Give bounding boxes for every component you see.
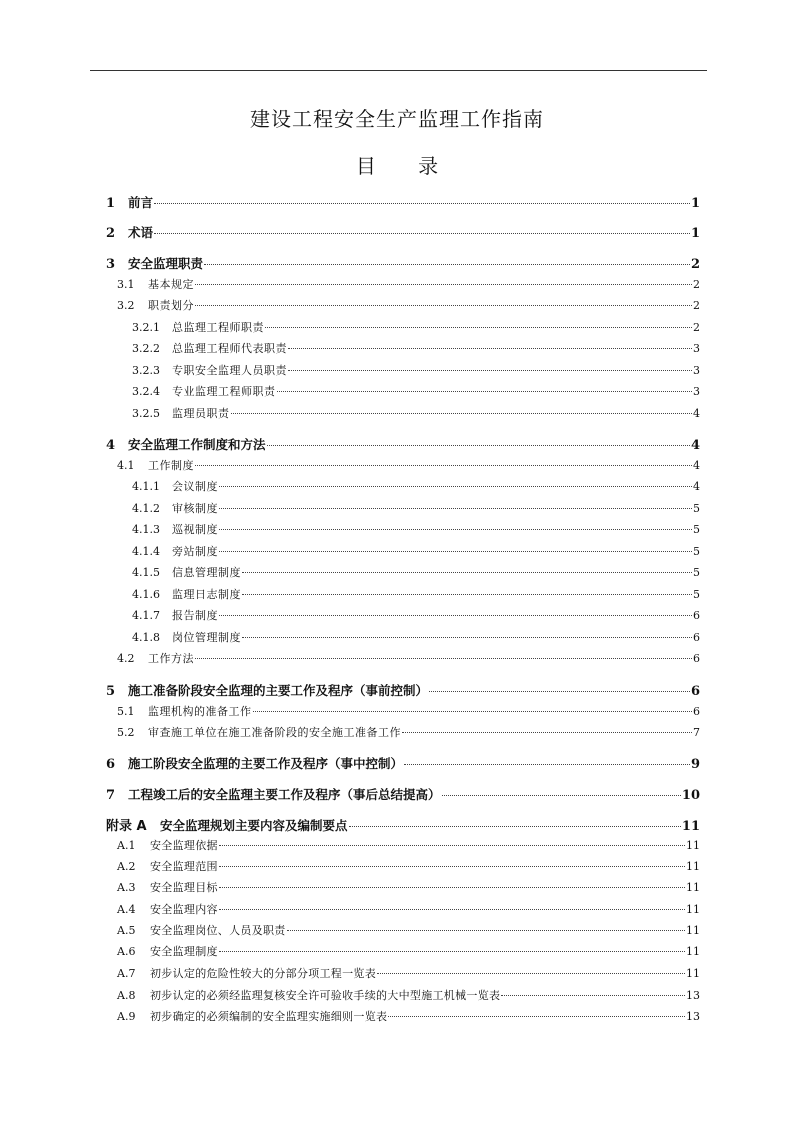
toc-entry-number: A.8	[117, 989, 136, 1002]
toc-entry[interactable]	[106, 681, 700, 699]
toc-entry-title: 监理机构的准备工作	[148, 705, 252, 718]
toc-entry-number: 3.2.3	[132, 364, 160, 377]
toc-entry[interactable]	[106, 193, 700, 211]
toc-entry-page: 2	[693, 299, 700, 312]
toc-leader-dots	[219, 508, 692, 509]
toc-entry-page: 11	[686, 839, 700, 852]
toc-entry-number: 3.2.4	[132, 385, 160, 398]
toc-entry-page: 4	[693, 407, 700, 420]
toc-entry-title: 安全监理岗位、人员及职责	[150, 924, 286, 937]
toc-entry-number: 7	[106, 788, 116, 803]
toc-leader-dots	[219, 615, 692, 616]
toc-entry-page: 4	[693, 459, 700, 472]
toc-entry-number: 3	[106, 257, 116, 272]
toc-entry-page: 11	[686, 924, 700, 937]
toc-entry-page: 5	[693, 502, 700, 515]
toc-entry-number: 4.1.7	[132, 609, 160, 622]
toc-entry-page: 2	[690, 257, 700, 272]
toc-entry-page: 6	[693, 631, 700, 644]
toc-entry-number: 4.1.1	[132, 480, 160, 493]
toc-entry-title: 初步认定的危险性较大的分部分项工程一览表	[150, 967, 376, 980]
toc-leader-dots	[242, 637, 692, 638]
toc-entry-number: A.7	[117, 967, 136, 980]
toc-entry-number: A.5	[117, 924, 136, 937]
toc-entry-title: 安全监理制度	[150, 945, 218, 958]
toc-entry-page: 3	[693, 385, 700, 398]
toc-entry[interactable]	[117, 858, 700, 874]
toc-entry-number: A.4	[117, 903, 136, 916]
toc-entry[interactable]	[106, 754, 700, 772]
toc-entry-page: 7	[693, 726, 700, 739]
toc-entry-page: 5	[693, 566, 700, 579]
toc-entry[interactable]	[132, 521, 700, 537]
toc-entry-title: 专业监理工程师职责	[172, 385, 276, 398]
toc-entry-number: 2	[106, 226, 116, 241]
toc-entry-number: 4.1.4	[132, 545, 160, 558]
toc-entry-number: A.6	[117, 945, 136, 958]
toc-entry[interactable]	[117, 1008, 700, 1024]
toc-entry[interactable]	[132, 478, 700, 494]
toc-entry-page: 1	[690, 196, 700, 211]
toc-entry[interactable]	[106, 785, 700, 803]
toc-entry[interactable]	[117, 724, 700, 740]
toc-entry-page: 13	[686, 989, 700, 1002]
toc-entry-page: 13	[686, 1010, 700, 1023]
toc-entry[interactable]	[132, 586, 700, 602]
toc-entry-page: 6	[693, 705, 700, 718]
toc-entry[interactable]	[117, 457, 700, 473]
toc-leader-dots	[242, 594, 692, 595]
toc-entry-title: 术语	[128, 225, 154, 240]
toc-leader-dots	[219, 551, 692, 552]
toc-leader-dots	[288, 370, 692, 371]
toc-leader-dots	[219, 529, 692, 530]
toc-leader-dots	[219, 486, 692, 487]
toc-entry-page: 6	[693, 609, 700, 622]
toc-entry-title: 安全监理内容	[150, 903, 218, 916]
toc-entry-page: 6	[693, 652, 700, 665]
toc-entry[interactable]	[132, 564, 700, 580]
toc-entry[interactable]	[117, 943, 700, 959]
toc-entry-page: 11	[686, 860, 700, 873]
toc-entry-number: 附录 A	[106, 819, 147, 834]
toc-entry-page: 1	[690, 226, 700, 241]
toc-entry[interactable]	[117, 837, 700, 853]
toc-entry-page: 2	[693, 321, 700, 334]
toc-leader-dots	[195, 465, 692, 466]
toc-entry-title: 初步认定的必须经监理复核安全许可验收手续的大中型施工机械一览表	[150, 989, 501, 1002]
toc-entry-title: 工作制度	[148, 459, 194, 472]
toc-entry-title: 专职安全监理人员职责	[172, 364, 287, 377]
toc-entry[interactable]	[132, 383, 700, 399]
toc-entry-title: 审查施工单位在施工准备阶段的安全施工准备工作	[148, 726, 401, 739]
toc-entry-number: 4.1	[117, 459, 135, 472]
toc-leader-dots	[265, 327, 692, 328]
toc-entry[interactable]	[132, 629, 700, 645]
toc-leader-dots	[195, 305, 692, 306]
toc-entry[interactable]	[117, 901, 700, 917]
toc-entry-page: 5	[693, 588, 700, 601]
toc-entry-number: A.3	[117, 881, 136, 894]
toc-entry-number: 6	[106, 757, 116, 772]
toc-entry[interactable]	[132, 543, 700, 559]
toc-entry[interactable]	[106, 254, 700, 272]
toc-entry-number: 4.2	[117, 652, 135, 665]
toc-entry-number: 4.1.6	[132, 588, 160, 601]
toc-leader-dots	[267, 445, 690, 446]
toc-entry-page: 11	[681, 819, 700, 834]
toc-entry-number: 3.1	[117, 278, 135, 291]
toc-entry-number: A.2	[117, 860, 136, 873]
toc-leader-dots	[402, 732, 692, 733]
toc-entry[interactable]	[117, 650, 700, 666]
toc-entry-title: 安全监理工作制度和方法	[128, 437, 266, 452]
toc-entry-number: 5	[106, 684, 116, 699]
toc-entry-title: 旁站制度	[172, 545, 218, 558]
toc-entry[interactable]	[117, 879, 700, 895]
toc-entry-title: 安全监理规划主要内容及编制要点	[160, 818, 348, 833]
toc-entry-title: 施工准备阶段安全监理的主要工作及程序（事前控制）	[128, 683, 429, 698]
toc-entry-number: A.1	[117, 839, 136, 852]
toc-entry-title: 信息管理制度	[172, 566, 241, 579]
toc-entry[interactable]	[117, 987, 700, 1003]
toc-entry[interactable]	[106, 223, 700, 241]
toc-entry-number: A.9	[117, 1010, 136, 1023]
toc-entry-title: 安全监理职责	[128, 256, 204, 271]
toc-entry-title: 会议制度	[172, 480, 218, 493]
toc-leader-dots	[429, 691, 690, 692]
toc-entry-page: 4	[690, 438, 700, 453]
toc-entry[interactable]	[132, 340, 700, 356]
toc-entry-title: 职责划分	[148, 299, 194, 312]
toc-entry-page: 10	[681, 788, 700, 803]
toc-leader-dots	[242, 572, 692, 573]
toc-leader-dots	[377, 973, 685, 974]
toc-entry-number: 3.2.1	[132, 321, 160, 334]
toc-leader-dots	[404, 764, 690, 765]
toc-entry[interactable]	[132, 319, 700, 335]
toc-entry-page: 6	[690, 684, 700, 699]
toc-entry[interactable]	[117, 276, 700, 292]
toc-leader-dots	[219, 866, 685, 867]
toc-leader-dots	[277, 391, 693, 392]
toc-leader-dots	[154, 233, 690, 234]
toc-leader-dots	[231, 413, 693, 414]
toc-entry-title: 基本规定	[148, 278, 194, 291]
toc-entry-number: 4.1.8	[132, 631, 160, 644]
toc-entry-title: 审核制度	[172, 502, 218, 515]
toc-entry[interactable]	[132, 405, 700, 421]
toc-entry-page: 3	[693, 342, 700, 355]
toc-leader-dots	[442, 795, 681, 796]
toc-entry-title: 总监理工程师职责	[172, 321, 264, 334]
toc-entry[interactable]	[117, 965, 700, 981]
toc-heading: 目 录	[355, 154, 457, 178]
toc-leader-dots	[388, 1016, 685, 1017]
toc-entry-number: 3.2.2	[132, 342, 160, 355]
toc-entry-title: 前言	[128, 195, 154, 210]
toc-leader-dots	[204, 264, 690, 265]
toc-entry-title: 安全监理依据	[150, 839, 218, 852]
toc-entry-page: 11	[686, 903, 700, 916]
toc-entry-title: 安全监理范围	[150, 860, 218, 873]
toc-entry[interactable]	[132, 500, 700, 516]
toc-leader-dots	[219, 909, 685, 910]
toc-entry-page: 5	[693, 545, 700, 558]
toc-entry[interactable]	[132, 607, 700, 623]
toc-leader-dots	[195, 658, 692, 659]
toc-leader-dots	[253, 711, 693, 712]
toc-leader-dots	[501, 995, 685, 996]
toc-entry-title: 工作方法	[148, 652, 194, 665]
toc-entry[interactable]	[106, 435, 700, 453]
toc-entry-title: 施工阶段安全监理的主要工作及程序（事中控制）	[128, 756, 404, 771]
toc-leader-dots	[195, 284, 692, 285]
toc-entry[interactable]	[117, 297, 700, 313]
toc-entry-title: 监理员职责	[172, 407, 230, 420]
toc-entry-number: 5.1	[117, 705, 135, 718]
toc-entry-number: 3.2.5	[132, 407, 160, 420]
toc-entry-number: 1	[106, 196, 116, 211]
toc-entry-title: 安全监理目标	[150, 881, 218, 894]
toc-entry-page: 3	[693, 364, 700, 377]
toc-entry-title: 工程竣工后的安全监理主要工作及程序（事后总结提高）	[128, 787, 441, 802]
toc-entry-page: 11	[686, 881, 700, 894]
toc-entry-number: 3.2	[117, 299, 135, 312]
toc-entry[interactable]	[132, 362, 700, 378]
toc-entry-number: 5.2	[117, 726, 135, 739]
toc-leader-dots	[219, 951, 685, 952]
toc-entry-title: 初步确定的必须编制的安全监理实施细则一览表	[150, 1010, 388, 1023]
toc-entry-title: 巡视制度	[172, 523, 218, 536]
toc-leader-dots	[287, 930, 685, 931]
toc-entry-page: 2	[693, 278, 700, 291]
toc-entry[interactable]	[117, 703, 700, 719]
toc-entry[interactable]	[106, 815, 700, 834]
toc-entry-page: 4	[693, 480, 700, 493]
toc-leader-dots	[349, 826, 681, 827]
toc-leader-dots	[219, 845, 685, 846]
toc-leader-dots	[154, 203, 690, 204]
toc-leader-dots	[219, 887, 685, 888]
toc-entry-page: 5	[693, 523, 700, 536]
toc-entry-page: 11	[686, 967, 700, 980]
toc-entry-page: 11	[686, 945, 700, 958]
toc-entry-number: 4	[106, 438, 116, 453]
toc-entry-number: 4.1.3	[132, 523, 160, 536]
toc-entry-title: 报告制度	[172, 609, 218, 622]
toc-entry-number: 4.1.5	[132, 566, 160, 579]
toc-entry-title: 总监理工程师代表职责	[172, 342, 287, 355]
toc-entry[interactable]	[117, 922, 700, 938]
toc-entry-number: 4.1.2	[132, 502, 160, 515]
toc-leader-dots	[288, 348, 692, 349]
toc-entry-page: 9	[690, 757, 700, 772]
document-title: 建设工程安全生产监理工作指南	[250, 107, 544, 131]
toc-entry-title: 监理日志制度	[172, 588, 241, 601]
toc-entry-title: 岗位管理制度	[172, 631, 241, 644]
